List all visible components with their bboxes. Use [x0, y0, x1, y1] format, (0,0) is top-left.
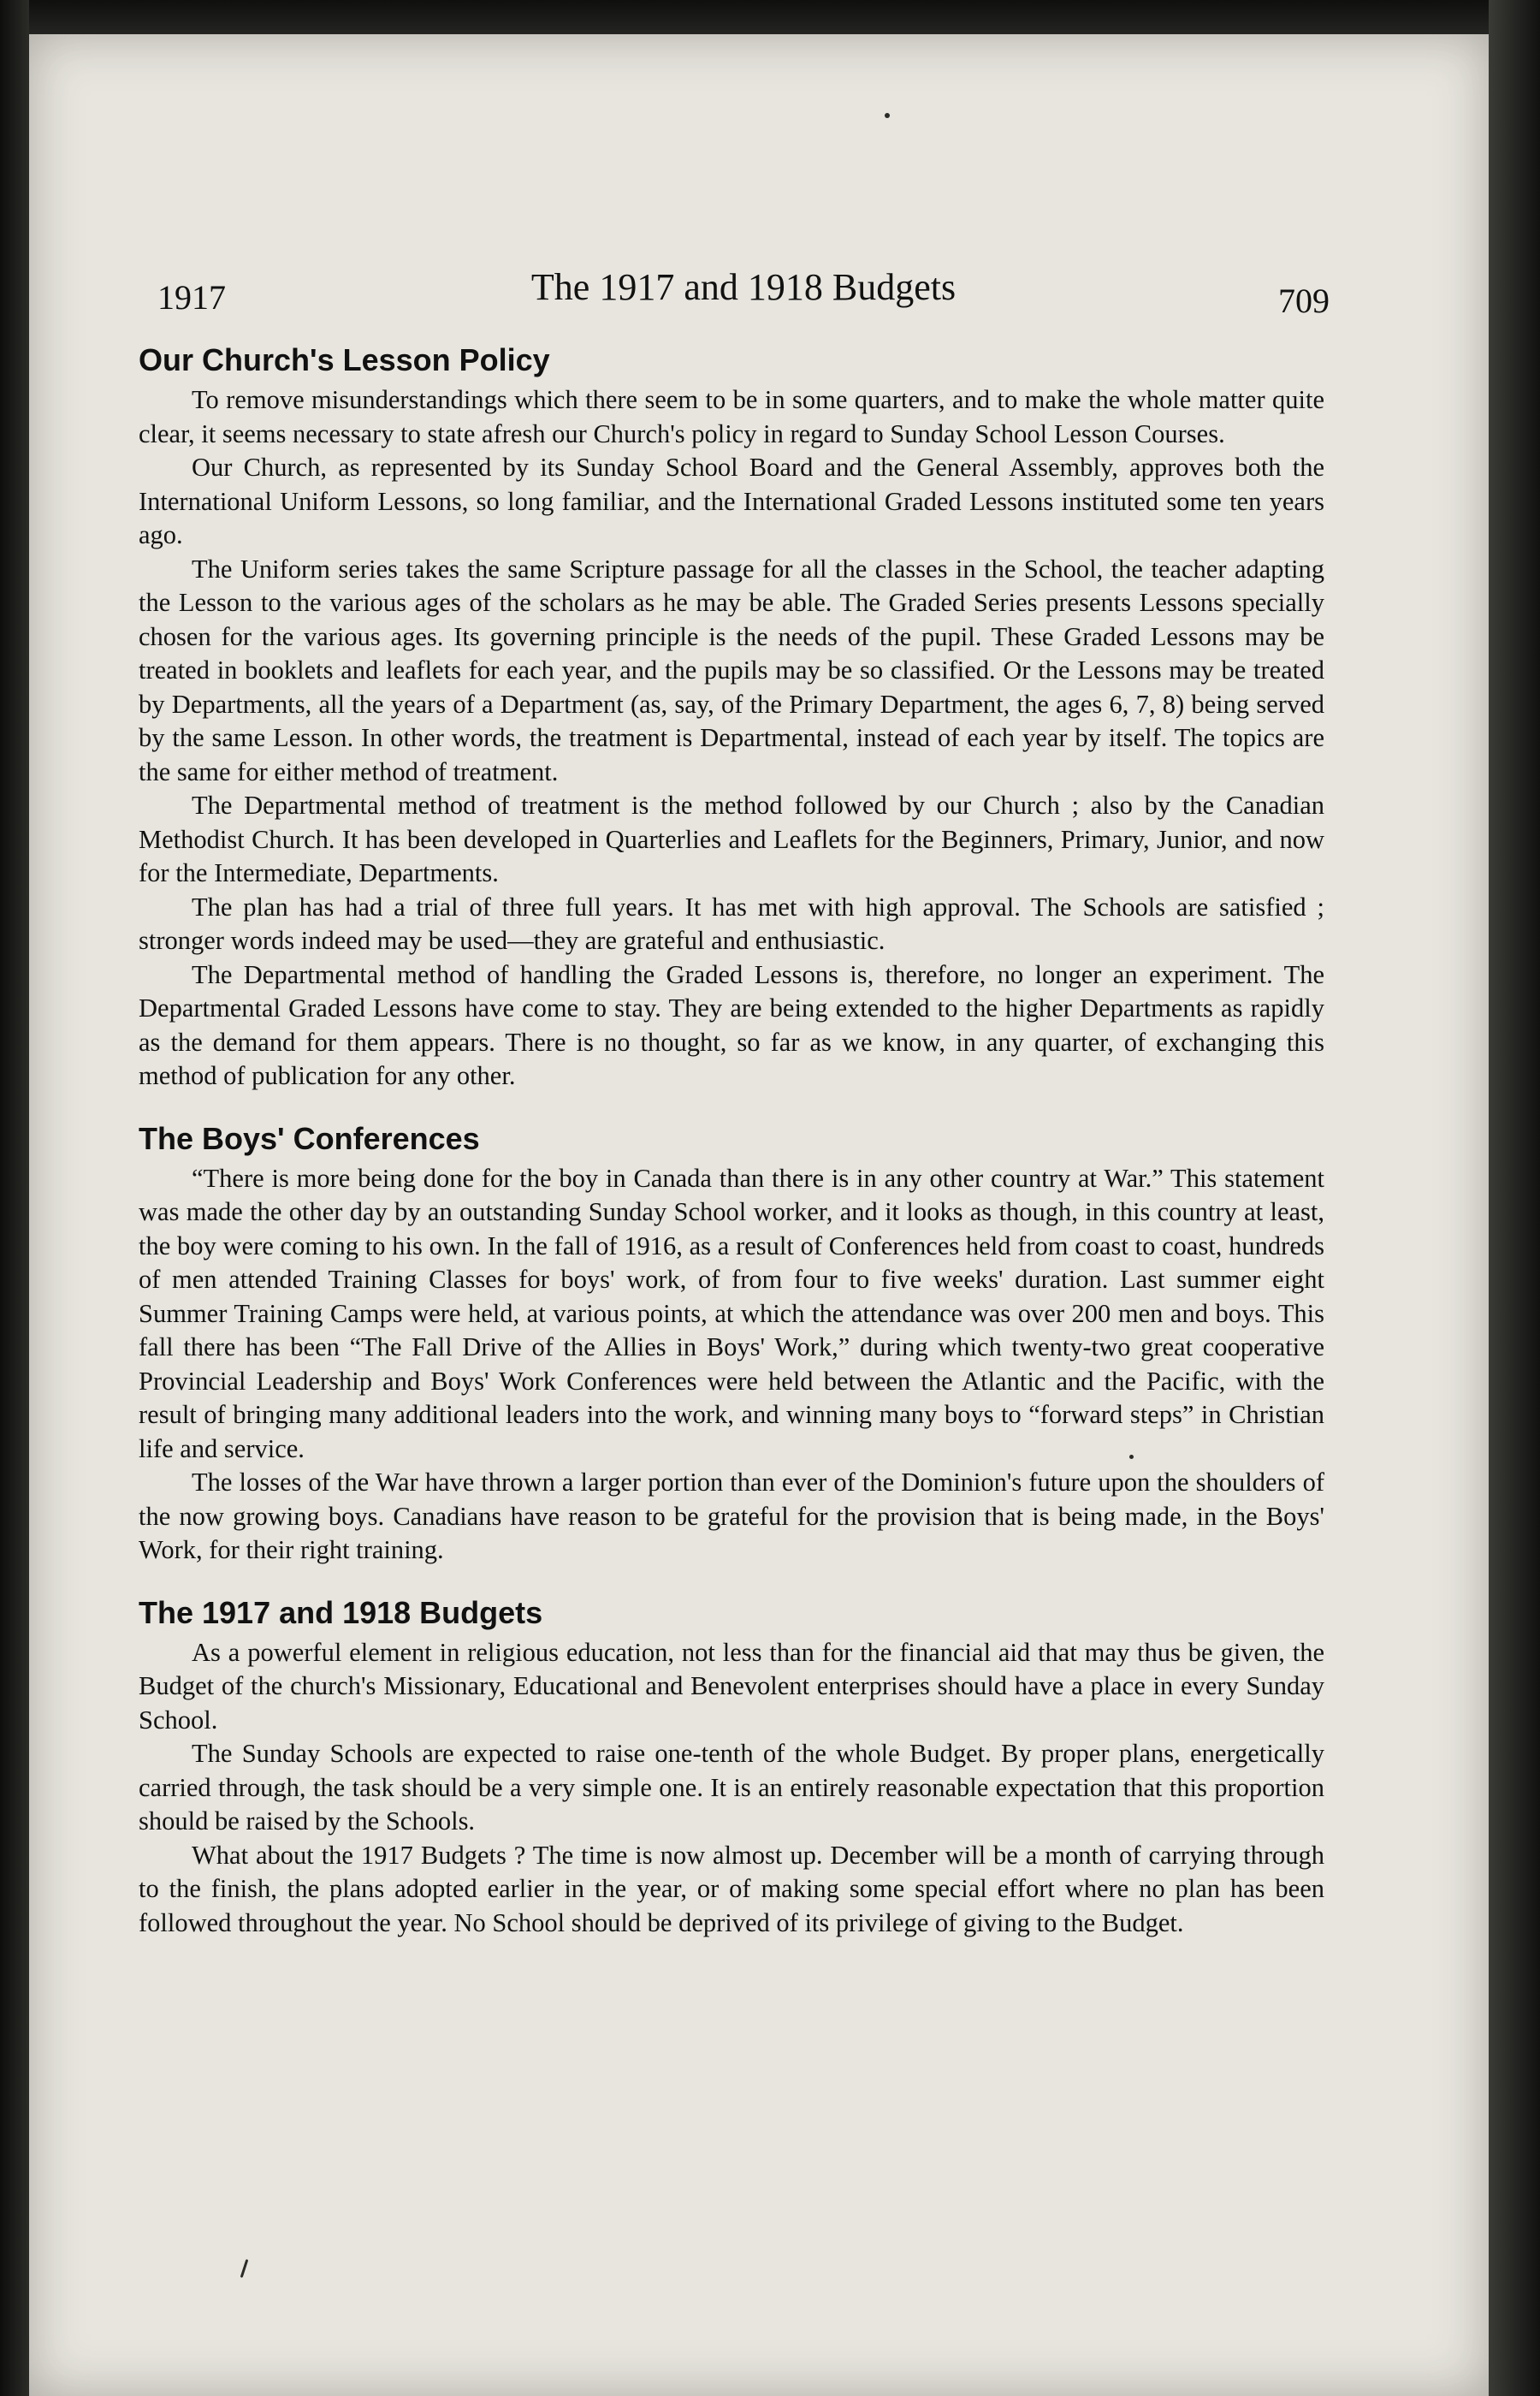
paragraph: The Departmental method of handling the Graded Lessons is, therefore, no longer an experiment. The Departmental Graded Lessons have come to stay. They are being extended to the higher Departments as rapidly as the demand for them appears. There is no thought, so far as we know, in any quarter, of exchanging this method of publication for any other.	[139, 959, 1324, 1090]
section-lesson-policy	[139, 341, 1324, 1094]
section-heading: The 1917 and 1918 Budgets	[139, 1594, 543, 1630]
scan-speck	[1129, 1455, 1134, 1459]
scan-speck	[240, 2259, 249, 2278]
running-head	[157, 265, 1330, 320]
scan-border-right	[1489, 0, 1540, 2396]
paragraph: The Uniform series takes the same Scripture passage for all the classes in the School, the teacher adapting the Lesson to the various ages of the scholars as he may be able. The Graded Series presents Lessons specially chosen for the various ages. Its governing principle is the needs of the pupil. These Graded Lessons may be treated in booklets and leaflets for each year, and the pupils may be so classified. Or the Lessons may be treated by Departments, all the years of a Department (as, say, of the Primary Department, the ages 6, 7, 8) being served by the same Lesson. In other words, the treatment is Departmental, instead of each year by itself. The topics are the same for either method of treatment.	[139, 554, 1324, 786]
paragraph: Our Church, as represented by its Sunday School Board and the General Assembly, approves both the International Uniform Lessons, so long familiar, and the International Graded Lessons instituted some ten years ago.	[139, 453, 1324, 549]
paragraph: “There is more being done for the boy in Canada than there is in any other country at War.” This statement was made the other day by an outstanding Sunday School worker, and it looks as though, in this country at least, the boy were coming to his own. In the fall of 1916, as a result of Conferences held from coast to coast, hundreds of men attended Training Classes for boys' work, of from four to five weeks' duration. Last summer eight Summer Training Camps were held, at various points, at which the attendance was over 200 men and boys. This fall there has been “The Fall Drive of the Allies in Boys' Work,” during which twenty-two great cooperative Provincial Leadership and Boys' Work Conferences were held between the Atlantic and the Pacific, with the result of bringing many additional leaders into the work, and winning many boys to “forward steps” in Christian life and service.	[139, 1163, 1324, 1463]
section-budgets	[139, 1593, 1324, 1941]
book-page	[29, 34, 1489, 2396]
section-heading: The Boys' Conferences	[139, 1120, 480, 1156]
section-heading: Our Church's Lesson Policy	[139, 342, 550, 377]
paragraph: The plan has had a trial of three full years. It has met with high approval. The Schools are satisfied ; stronger words indeed may be used—they are grateful and enthusiastic.	[139, 892, 1324, 955]
paragraph: As a powerful element in religious education, not less than for the financial aid that may thus be given, the Budget of the church's Missionary, Educational and Benevolent enterprises should have a place in every Sunday School.	[139, 1637, 1324, 1735]
paragraph: What about the 1917 Budgets ? The time is now almost up. December will be a month of carrying through to the finish, the plans adopted earlier in the year, or of making some special effort where no plan has been followed throughout the year. No School should be deprived of its privilege of giving to the Budget.	[139, 1840, 1324, 1937]
running-head-title: The 1917 and 1918 Budgets	[530, 266, 957, 308]
scan-speck	[885, 113, 890, 118]
running-head-year: 1917	[157, 278, 226, 317]
paragraph: The Sunday Schools are expected to raise one-tenth of the whole Budget. By proper plans, energetically carried through, the task should be a very simple one. It is an entirely reasonable expectation that this proportion should be raised by the Schools.	[139, 1739, 1324, 1836]
paragraph: The Departmental method of treatment is the method followed by our Church ; also by the Canadian Methodist Church. It has been developed in Quarterlies and Leaflets for the Beginners, Primary, Junior, and now for the Intermediate, Departments.	[139, 791, 1324, 887]
paragraph: The losses of the War have thrown a larger portion than ever of the Dominion's future upon the shoulders of the now growing boys. Canadians have reason to be grateful for the provision that is being made, in the Boys' Work, for their right training.	[139, 1468, 1324, 1564]
paragraph: To remove misunderstandings which there seem to be in some quarters, and to make the whole matter quite clear, it seems necessary to state afresh our Church's policy in regard to Sunday School Lesson Courses.	[139, 385, 1324, 448]
scan-border-left	[0, 0, 29, 2396]
section-boys-conferences	[139, 1119, 1324, 1568]
page-content	[139, 341, 1324, 1966]
page-number: 709	[1278, 282, 1330, 320]
